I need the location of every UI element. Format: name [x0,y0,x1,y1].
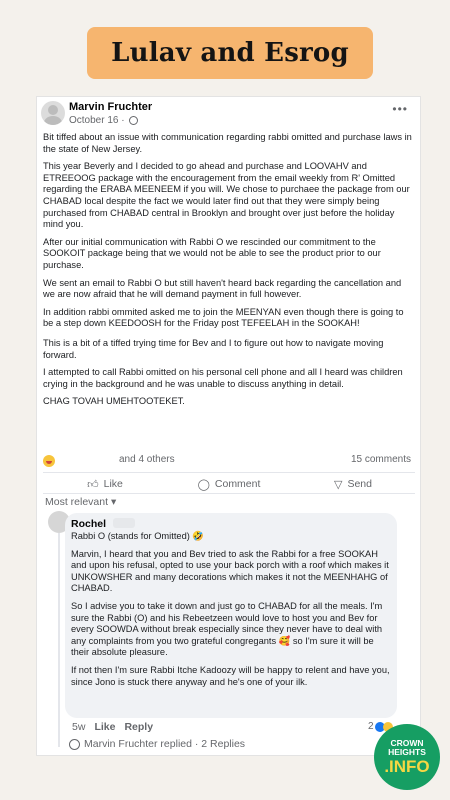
facebook-post [37,97,420,755]
reactions-summary[interactable] [43,454,415,468]
like-label: Like [103,478,123,490]
author-avatar[interactable] [41,101,65,125]
post-author[interactable]: Marvin Fruchter [69,101,153,113]
post-paragraph: We sent an email to Rabbi O but still haven't heard back regarding the cancellation and we are now afraid that he will demand payment in full however. [43,277,402,300]
comment-label: Comment [214,478,261,490]
comment-paragraph: Rabbi O (stands for Omitted) 🤣 [71,531,204,541]
post-paragraph: I attempted to call Rabbi omitted on his personal cell phone and all I heard was children crying in the background and he was unable to discuss anything in detail. [43,367,403,389]
post-paragraph: This year Beverly and I decided to go ahead and purchase and LOOVAHV and ETREEOOG package with the encouragement from the email weekly from R' Omitted regarding the ERABA MEENEEM if you will. We chose to purchaee the package from our CHABAD local despite the fact we would later find out that they were simply being purchased from CHABAD central in Brooklyn and brought over just before the holiday mind you. [43,161,410,230]
comment-paragraph: So I advise you to take it down and just go to CHABAD for all the meals. I'm sure the Rabbi (O) and his Rebeetzeen would love to host you and Bev for every SOOWDA without break especially since they never have to deal with any complaints from you two grateful congregants 🥰 so I'm sure it will be their absolute pleasure. [71,600,383,658]
divider [43,472,415,473]
divider [43,493,415,494]
comment-reply-button[interactable]: Reply [124,721,154,733]
haha-reaction-icon [43,455,55,467]
sort-label: Most relevant [45,496,109,508]
more-options-icon[interactable]: ••• [392,102,408,116]
thread-line [58,533,60,747]
post-paragraph: Bit tiffed about an issue with communication regarding rabbi omitted and purchase laws in the state of New Jersey. [43,132,412,154]
logo-line1: CROWN [390,738,424,748]
post-paragraph: In addition rabbi ommited asked me to join the MEENYAN even though there is going to be a step down KEEDOOSH for the Friday post TEFEELAH in the SOOKAH! [43,306,404,329]
comments-count[interactable]: 15 comments [350,454,411,465]
sort-comments-dropdown[interactable] [45,496,116,508]
title-banner [87,27,373,79]
view-replies-link[interactable] [69,738,245,750]
crownheights-logo [374,724,440,790]
replies-text: Marvin Fruchter replied · 2 Replies [84,738,246,750]
send-label: Send [347,478,372,490]
comment-button[interactable] [167,475,291,493]
send-button[interactable] [291,475,415,493]
reply-avatar-icon [69,739,80,750]
comment-reaction-count: 2 [368,721,374,732]
reactions-count[interactable]: and 4 others [119,454,175,465]
logo-line2: HEIGHTS [388,747,426,757]
speech-bubble-icon: ◯ [197,478,210,491]
logo-line3: .INFO [384,757,430,776]
comment-author[interactable]: Rochel [71,518,107,530]
redacted-name [113,518,135,528]
chevron-down-icon: ▾ [110,496,117,508]
comment-like-button[interactable]: Like [94,721,116,733]
post-paragraph: This is a bit of a tiffed trying time for Bev and I to figure out how to navigate moving forward. [43,337,384,360]
like-button[interactable] [43,475,167,493]
send-icon: ▽ [334,478,343,491]
comment-paragraph: Marvin, I heard that you and Bev tried to ask the Rabbi for a free SOOKAH and upon his refusal, opted to use your back porch with a roof which makes it UNKOWSHER and many decorations which makes it not the MEENHAHG of CHABAD. [71,548,389,594]
banner-title: Lulav and Esrog [111,38,349,68]
comment-bubble [65,513,397,718]
comment-time[interactable]: 5w [72,721,86,733]
post-date[interactable]: October 16 · [69,115,125,126]
thumbs-up-icon: 👍︎ [87,478,99,491]
post-paragraph: CHAG TOVAH UMEHTOOTEKET. [43,396,185,407]
post-paragraph: After our initial communication with Rabbi O we rescinded our commitment to the SOOKOIT package being that we would not be able to see the product prior to our purchase. [43,236,381,270]
globe-icon [129,116,138,125]
comment-body [71,531,393,694]
comment-paragraph: If not then I'm sure Rabbi Itche Kadoozy will be happy to relent and have you, since Jono is stuck there anyway and he's one of your ilk. [71,664,390,687]
comment-meta [72,721,153,733]
post-header [37,97,420,127]
post-body [43,132,415,414]
post-actions [43,475,415,493]
